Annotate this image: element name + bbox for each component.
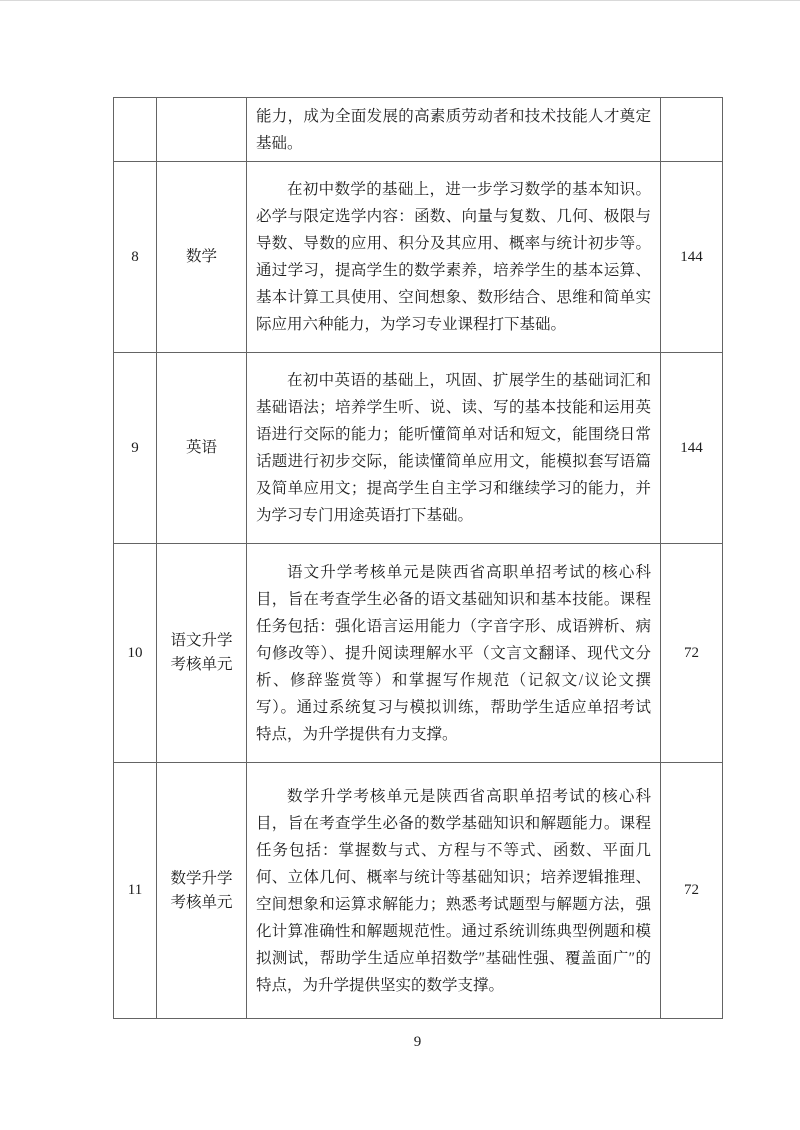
table-row-chinese-exam-unit xyxy=(114,544,723,763)
page-number: 9 xyxy=(413,1034,422,1050)
table-row-english xyxy=(114,353,723,544)
course-name-cell: 数学 xyxy=(157,162,247,353)
hours-cell: 144 xyxy=(661,353,723,544)
course-description-cell: 在初中英语的基础上，巩固、扩展学生的基础词汇和基础语法；培养学生听、说、读、写的基本技能和运用英语进行交际的能力；能听懂简单对话和短文，能围绕日常话题进行初步交际，能读懂简单应用文，能模拟套写语篇及简单应用文；提高学生自主学习和继续学习的能力，并为学习专门用途英语打下基础。 xyxy=(247,353,661,544)
course-description-cell: 语文升学考核单元是陕西省高职单招考试的核心科目，旨在考查学生必备的语文基础知识和基本技能。课程任务包括：强化语言运用能力（字音字形、成语辨析、病句修改等）、提升阅读理解水平（文言文翻译、现代文分析、修辞鉴赏等）和掌握写作规范（记叙文/议论文撰写）。通过系统复习与模拟训练，帮助学生适应单招考试特点，为升学提供有力支撑。 xyxy=(247,544,661,763)
course-description-cell: 在初中数学的基础上，进一步学习数学的基本知识。必学与限定选学内容：函数、向量与复数、几何、极限与导数、导数的应用、积分及其应用、概率与统计初步等。通过学习，提高学生的数学素养，培养学生的基本运算、基本计算工具使用、空间想象、数形结合、思维和简单实际应用六种能力，为学习专业课程打下基础。 xyxy=(247,162,661,353)
hours-cell: 72 xyxy=(661,763,723,1019)
course-name-cell: 数学升学考核单元 xyxy=(157,763,247,1019)
course-description-cell: 能力，成为全面发展的高素质劳动者和技术技能人才奠定基础。 xyxy=(247,98,661,162)
course-description-cell: 数学升学考核单元是陕西省高职单招考试的核心科目，旨在考查学生必备的数学基础知识和解题能力。课程任务包括：掌握数与式、方程与不等式、函数、平面几何、立体几何、概率与统计等基础知识；培养逻辑推理、空间想象和运算求解能力；熟悉考试题型与解题方法，强化计算准确性和解题规范性。通过系统训练典型例题和模拟测试，帮助学生适应单招数学″基础性强、覆盖面广″的特点，为升学提供坚实的数学支撑。 xyxy=(247,763,661,1019)
page-top-edge xyxy=(0,0,800,1)
hours-cell: 72 xyxy=(661,544,723,763)
row-number-cell xyxy=(114,98,157,162)
course-table xyxy=(113,97,723,1019)
course-name-cell: 英语 xyxy=(157,353,247,544)
course-name-cell xyxy=(157,98,247,162)
table-row-continuation xyxy=(114,98,723,162)
row-number-cell: 10 xyxy=(114,544,157,763)
row-number-cell: 11 xyxy=(114,763,157,1019)
table-row-math xyxy=(114,162,723,353)
row-number-cell: 9 xyxy=(114,353,157,544)
hours-cell: 144 xyxy=(661,162,723,353)
course-name-cell: 语文升学考核单元 xyxy=(157,544,247,763)
hours-cell xyxy=(661,98,723,162)
row-number-cell: 8 xyxy=(114,162,157,353)
table-row-math-exam-unit xyxy=(114,763,723,1019)
